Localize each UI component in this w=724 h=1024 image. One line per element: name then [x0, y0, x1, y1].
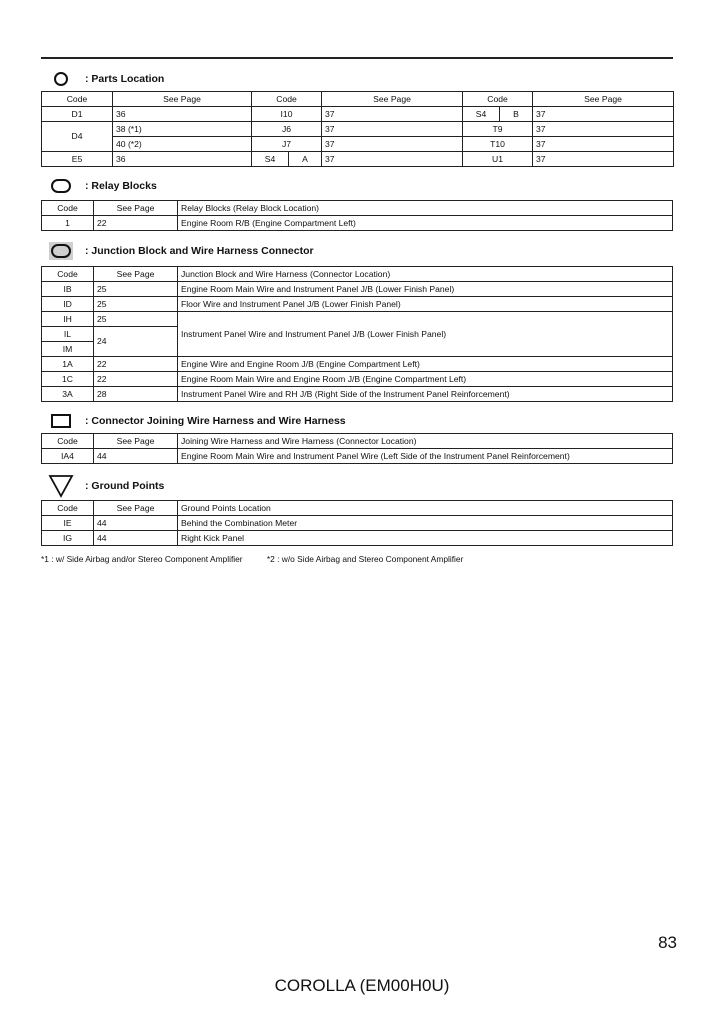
page-cell: 28	[94, 387, 178, 402]
page-cell: 25	[94, 312, 178, 327]
page-cell: 24	[94, 327, 178, 357]
page-cell: 37	[322, 152, 463, 167]
junction-block-header	[41, 241, 314, 261]
page-cell: 22	[94, 216, 178, 231]
column-header: See Page	[322, 92, 463, 107]
table-row	[42, 152, 674, 167]
table-row	[42, 387, 673, 402]
sub-code-cell: B	[500, 107, 533, 122]
table-row	[42, 122, 674, 137]
page-cell: 44	[94, 449, 178, 464]
page-cell: 25	[94, 282, 178, 297]
code-cell: 1A	[42, 357, 94, 372]
page-cell: 37	[533, 107, 674, 122]
column-header: Code	[42, 267, 94, 282]
description-cell: Engine Room Main Wire and Instrument Panel J/B (Lower Finish Panel)	[178, 282, 673, 297]
code-cell: E5	[42, 152, 113, 167]
column-header: See Page	[94, 434, 178, 449]
column-header: Code	[42, 92, 113, 107]
code-cell: J7	[252, 137, 322, 152]
column-header: See Page	[94, 201, 178, 216]
column-header: Code	[463, 92, 533, 107]
code-cell: IB	[42, 282, 94, 297]
table-row	[42, 531, 673, 546]
page-cell: 37	[322, 107, 463, 122]
description-cell: Engine Room Main Wire and Instrument Panel Wire (Left Side of the Instrument Panel Reinforcement)	[178, 449, 673, 464]
code-cell: T10	[463, 137, 533, 152]
parts-location-table	[41, 91, 674, 167]
column-header: See Page	[533, 92, 674, 107]
table-row	[42, 372, 673, 387]
code-cell: IG	[42, 531, 94, 546]
page-cell: 38 (*1)	[113, 122, 252, 137]
code-cell: IA4	[42, 449, 94, 464]
table-header-row	[42, 501, 673, 516]
code-cell: J6	[252, 122, 322, 137]
description-cell: Behind the Combination Meter	[178, 516, 673, 531]
page-cell: 22	[94, 357, 178, 372]
column-header: Ground Points Location	[178, 501, 673, 516]
column-header: See Page	[113, 92, 252, 107]
page-cell: 36	[113, 107, 252, 122]
column-header: See Page	[94, 267, 178, 282]
page-cell: 25	[94, 297, 178, 312]
description-cell: Engine Wire and Engine Room J/B (Engine Compartment Left)	[178, 357, 673, 372]
section-title: : Junction Block and Wire Harness Connector	[85, 245, 314, 257]
column-header: Code	[42, 434, 94, 449]
page-cell: 44	[94, 516, 178, 531]
code-cell: I10	[252, 107, 322, 122]
description-cell: Engine Room R/B (Engine Compartment Left)	[178, 216, 673, 231]
table-row	[42, 516, 673, 531]
column-header: Joining Wire Harness and Wire Harness (Connector Location)	[178, 434, 673, 449]
column-header: Code	[42, 201, 94, 216]
footnote: *1 : w/ Side Airbag and/or Stereo Component Amplifier	[41, 554, 243, 564]
section-title: : Ground Points	[85, 480, 165, 492]
code-cell: D1	[42, 107, 113, 122]
model-code: COROLLA (EM00H0U)	[274, 976, 450, 995]
footnotes	[41, 554, 673, 564]
table-row	[42, 297, 673, 312]
table-row	[42, 216, 673, 231]
connector-joining-header	[41, 411, 346, 431]
code-cell: 1C	[42, 372, 94, 387]
code-cell: ID	[42, 297, 94, 312]
description-cell: Right Kick Panel	[178, 531, 673, 546]
table-header-row	[42, 434, 673, 449]
section-title: : Parts Location	[85, 73, 165, 85]
relay-blocks-header	[41, 176, 157, 196]
page-number: 83	[658, 933, 677, 952]
table-header-row	[42, 92, 674, 107]
code-cell: U1	[463, 152, 533, 167]
column-header: See Page	[94, 501, 178, 516]
footnote: *2 : w/o Side Airbag and Stereo Component Amplifier	[266, 554, 464, 564]
connector-joining-table	[41, 433, 673, 464]
page-cell: 37	[533, 152, 674, 167]
section-title: : Relay Blocks	[85, 180, 157, 192]
relay-blocks-table	[41, 200, 673, 231]
table-row	[42, 282, 673, 297]
page-cell: 22	[94, 372, 178, 387]
ground-triangle-icon	[41, 473, 81, 499]
column-header: Code	[42, 501, 94, 516]
description-cell: Instrument Panel Wire and RH J/B (Right Side of the Instrument Panel Reinforcement)	[178, 387, 673, 402]
table-header-row	[42, 201, 673, 216]
page-cell: 40 (*2)	[113, 137, 252, 152]
table-row	[42, 137, 674, 152]
column-header: Relay Blocks (Relay Block Location)	[178, 201, 673, 216]
sub-code-cell: A	[289, 152, 322, 167]
ground-points-header	[41, 473, 164, 499]
section-title: : Connector Joining Wire Harness and Wire Harness	[85, 415, 346, 427]
table-row	[42, 357, 673, 372]
junction-block-symbol-icon	[41, 241, 81, 261]
table-row	[42, 449, 673, 464]
table-header-row	[42, 267, 673, 282]
code-cell: IH	[42, 312, 94, 327]
table-row	[42, 107, 674, 122]
page-cell: 37	[533, 122, 674, 137]
code-cell: S4	[463, 107, 500, 122]
description-cell: Floor Wire and Instrument Panel J/B (Lower Finish Panel)	[178, 297, 673, 312]
code-cell: IM	[42, 342, 94, 357]
page-cell: 44	[94, 531, 178, 546]
description-cell: Instrument Panel Wire and Instrument Panel J/B (Lower Finish Panel)	[178, 312, 673, 357]
code-cell: S4	[252, 152, 289, 167]
column-header: Code	[252, 92, 322, 107]
code-cell: IE	[42, 516, 94, 531]
table-row	[42, 312, 673, 327]
code-cell: D4	[42, 122, 113, 152]
column-header: Junction Block and Wire Harness (Connector Location)	[178, 267, 673, 282]
code-cell: IL	[42, 327, 94, 342]
page-cell: 37	[322, 137, 463, 152]
code-cell: 3A	[42, 387, 94, 402]
description-cell: Engine Room Main Wire and Engine Room J/B (Engine Compartment Left)	[178, 372, 673, 387]
page-cell: 36	[113, 152, 252, 167]
code-cell: T9	[463, 122, 533, 137]
circle-symbol-icon	[41, 69, 81, 89]
page-cell: 37	[533, 137, 674, 152]
parts-location-header	[41, 69, 164, 89]
page-cell: 37	[322, 122, 463, 137]
relay-block-symbol-icon	[41, 176, 81, 196]
code-cell: 1	[42, 216, 94, 231]
junction-block-table	[41, 266, 673, 402]
ground-points-table	[41, 500, 673, 546]
top-rule	[41, 57, 673, 59]
connector-symbol-icon	[41, 411, 81, 431]
